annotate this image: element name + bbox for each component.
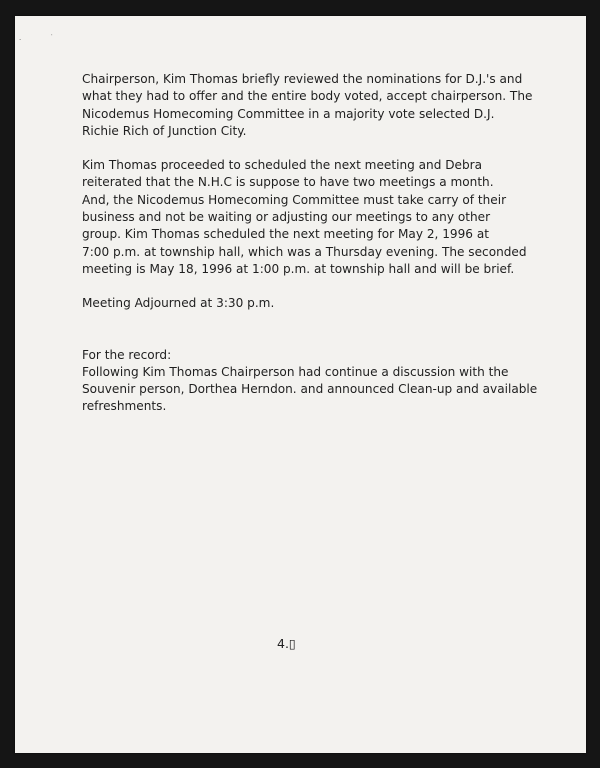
text-line: refreshments.: [82, 399, 167, 414]
text-line: business and not be waiting or adjusting our meetings to any other: [82, 210, 491, 225]
text-line: Richie Rich of Junction City.: [82, 123, 247, 138]
paragraph-adjourned: [82, 295, 542, 312]
text-line: Meeting Adjourned at 3:30 p.m.: [82, 296, 275, 311]
text-line: For the record:: [82, 347, 172, 362]
text-line: meeting is May 18, 1996 at 1:00 p.m. at township hall and will be brief.: [82, 261, 515, 276]
paragraph-nominations: [82, 71, 542, 140]
text-line: Chairperson, Kim Thomas briefly reviewed the nominations for D.J.'s and: [82, 72, 523, 86]
text-line: And, the Nicodemus Homecoming Committee must take carry of their: [82, 192, 507, 207]
document-body: [82, 71, 542, 416]
paragraph-next-meeting: [82, 157, 542, 278]
paragraph-for-the-record: [82, 347, 542, 416]
text-line: Souvenir person, Dorthea Herndon. and announced Clean-up and available: [82, 382, 538, 397]
text-line: Following Kim Thomas Chairperson had continue a discussion with the: [82, 364, 509, 379]
text-line: reiterated that the N.H.C is suppose to have two meetings a month.: [82, 175, 494, 190]
page-number: 4.▯: [277, 636, 296, 651]
text-line: what they had to offer and the entire body voted, accept chairperson. The: [82, 89, 533, 104]
text-line: Nicodemus Homecoming Committee in a majority vote selected D.J.: [82, 106, 495, 121]
corner-mark-right: ˙: [50, 34, 54, 42]
text-line: Kim Thomas proceeded to scheduled the next meeting and Debra: [82, 158, 483, 173]
text-line: group. Kim Thomas scheduled the next meeting for May 2, 1996 at: [82, 227, 489, 242]
corner-mark-left: ·: [19, 36, 22, 44]
document-page: [15, 16, 586, 753]
text-line: 7:00 p.m. at township hall, which was a Thursday evening. The seconded: [82, 244, 527, 259]
